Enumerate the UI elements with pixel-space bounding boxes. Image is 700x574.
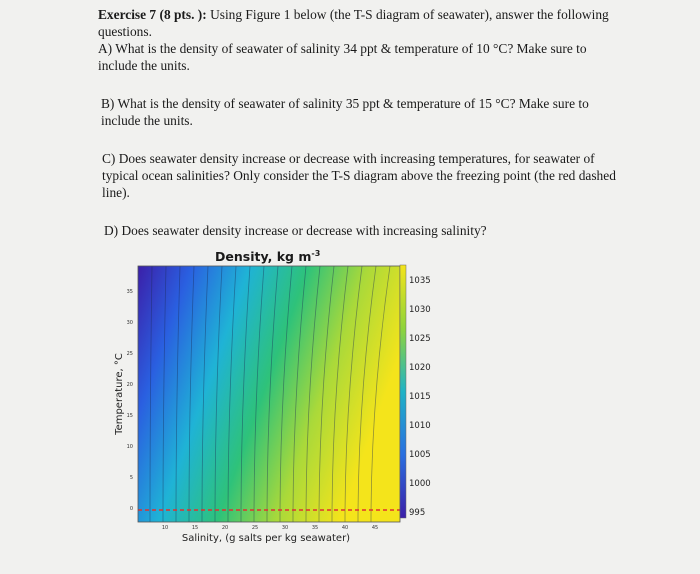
exercise-intro-cont: questions. [98,24,152,39]
y-tick-5: 5 [129,475,133,481]
x-tick-40: 40 [341,525,349,531]
figure-title-sup: -3 [311,249,321,258]
question-b-line-2: include the units. [101,113,193,128]
x-tick-15: 15 [191,525,199,531]
colorbar-tick-1005: 1005 [409,450,431,460]
exercise-intro: Using Figure 1 below (the T-S diagram of seawater), answer the following [206,7,609,22]
figure-title-text: Density, kg m [215,249,312,265]
question-a-line-1: A) What is the density of seawater of salinity 34 ppt & temperature of 10 °C? Make sure to [98,41,587,56]
x-tick-20: 20 [221,525,229,531]
x-tick-30: 30 [281,525,289,531]
colorbar-tick-995: 995 [409,508,426,518]
colorbar-tick-1030: 1030 [409,305,431,315]
x-tick-35: 35 [311,525,319,531]
y-tick-10: 10 [126,444,133,450]
question-c-line-3: line). [102,185,130,200]
exercise-heading: Exercise 7 (8 pts. ): [98,7,207,22]
question-b-line-1: B) What is the density of seawater of salinity 35 ppt & temperature of 15 °C? Make sure to [101,96,589,111]
colorbar-tick-1025: 1025 [409,334,431,344]
question-a-line-2: include the units. [98,58,190,73]
colorbar-tick-1020: 1020 [409,363,431,373]
x-tick-45: 45 [371,525,379,531]
colorbar-tick-1010: 1010 [409,421,431,431]
colorbar-tick-1035: 1035 [409,276,431,286]
colorbar-tick-labels [409,276,431,518]
colorbar [400,265,406,518]
x-axis-label: Salinity, (g salts per kg seawater) [181,533,351,544]
question-c-line-1: C) Does seawater density increase or decrease with increasing temperatures, for seawater of [102,151,595,166]
y-tick-20: 20 [126,382,133,388]
x-tick-labels [162,525,378,531]
y-tick-0: 0 [129,506,133,512]
y-tick-labels [127,289,133,512]
x-tick-25: 25 [251,525,259,531]
y-tick-15: 15 [126,413,133,419]
y-axis-label: Temperature, °C [114,353,125,435]
question-d: D) Does seawater density increase or decrease with increasing salinity? [104,223,487,238]
x-tick-10: 10 [161,525,169,531]
y-tick-30: 30 [126,320,133,326]
y-tick-25: 25 [126,351,133,357]
y-tick-35: 35 [126,289,133,295]
colorbar-tick-1000: 1000 [409,479,431,489]
colorbar-tick-1015: 1015 [409,392,431,402]
question-c-line-2: typical ocean salinities? Only consider the T-S diagram above the freezing point (the red dashed [102,168,616,183]
